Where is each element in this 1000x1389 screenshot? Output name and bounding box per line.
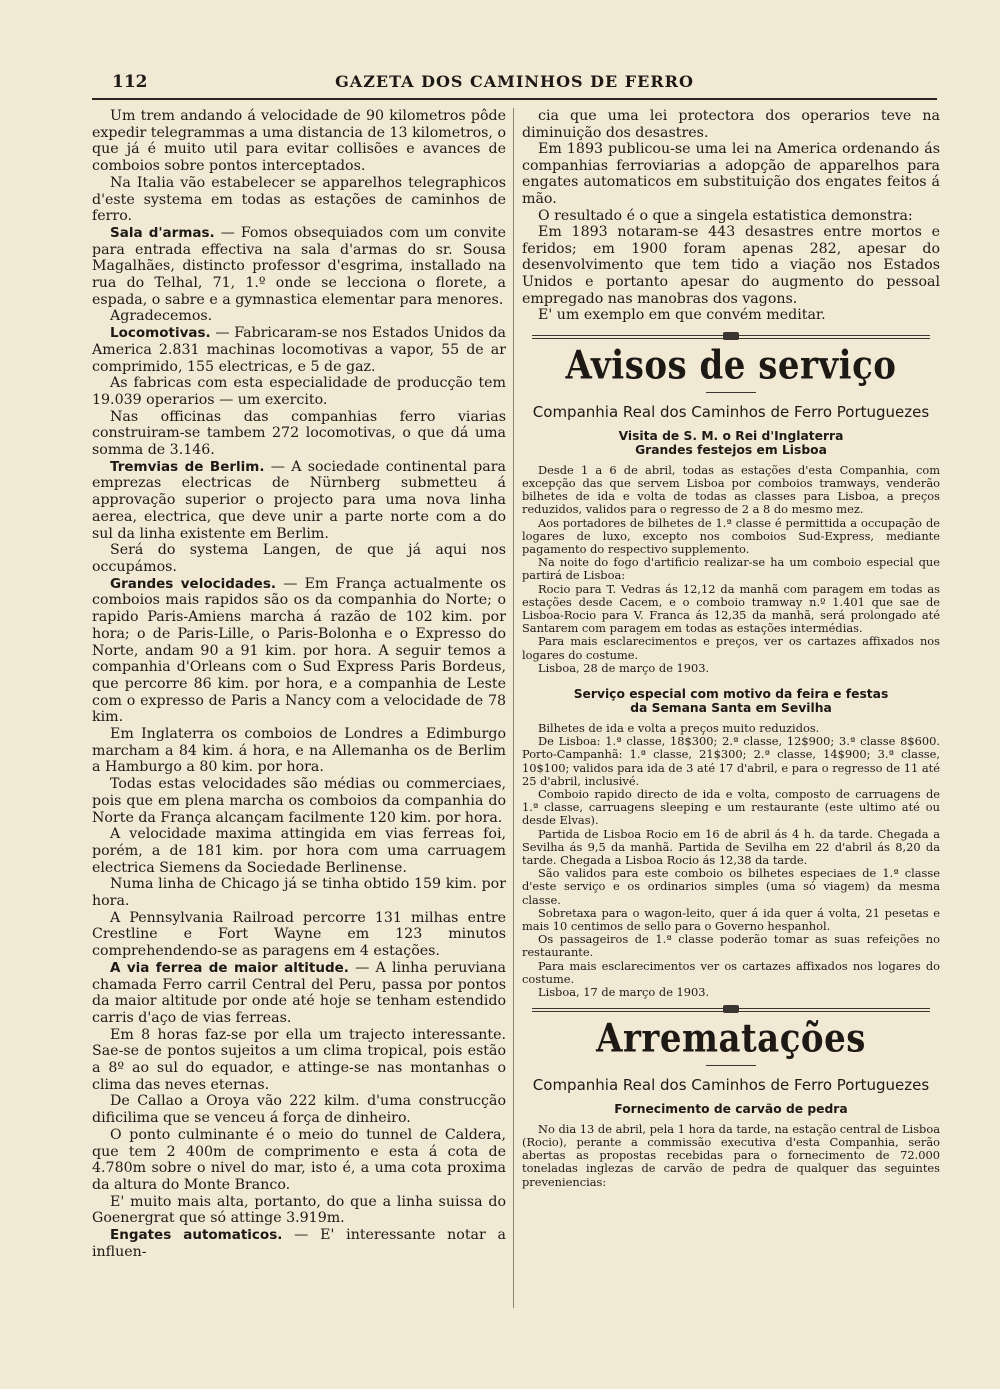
notice-body (522, 722, 940, 999)
paragraph (92, 1127, 506, 1194)
paragraph-text: Nas officinas das companhias ferro viarias construiram-se tambem 272 locomotivas, o que dá uma somma de 3.146. (92, 408, 506, 459)
paragraph (92, 960, 506, 1027)
paragraph-text: Numa linha de Chicago já se tinha obtido 159 kim. por hora. (92, 876, 506, 910)
paragraph: São validos para este comboio os bilhetes especiaes de 1.ª classe d'este serviço e os ordinarios simples (uma só viagem) da mesma classe. (522, 866, 940, 907)
notice-heading-line: Grandes festejos em Lisboa (635, 443, 827, 458)
paragraph: Para mais esclarecimentos ver os cartazes affixados nos logares do costume. (522, 958, 940, 986)
paragraph-text: — A sociedade continental para emprezas electricas de Nürnberg submetteu á approvação superior o projecto para uma nova linha aerea, electrica, que deve unir a parte norte com a do sul da linha existente em Berlim. (92, 458, 506, 542)
ornament-rule (532, 332, 930, 342)
paragraph-text: Um trem andando á velocidade de 90 kilometros pôde expedir telegrammas a uma distancia de 13 kilometros, o que já é muito util para evitar collisões e avances de comboios sobre pontos interceptados. (92, 108, 506, 175)
page-number: 112 (112, 72, 148, 92)
paragraph-text: E' muito mais alta, portanto, do que a linha suissa do Goenergrat que só attinge 3.919m. (92, 1193, 506, 1227)
short-rule (706, 1065, 756, 1066)
paragraph-text: O ponto culminante é o meio do tunnel de Caldera, que tem 2 400m de comprimento e esta á cota de 4.780m sobre o nivel do mar, isto é, a uma cota proxima da altura do Monte Branco. (92, 1126, 506, 1193)
paragraph: O resultado é o que a singela estatistica demonstra: (538, 207, 913, 224)
page-header (92, 72, 937, 100)
paragraph (92, 459, 506, 543)
paragraph: Na noite do fogo d'artificio realizar-se ha um comboio especial que partirá de Lisboa: (522, 555, 940, 583)
paragraph-text: A Pennsylvania Railroad percorre 131 milhas entre Crestline e Fort Wayne em 123 minutos comprehendendo-se as paragens em 4 estações. (92, 909, 506, 960)
paragraph-text: — Em França actualmente os comboios mais rapidos são os da companhia do Norte; o rapido Paris-Amiens marcha á razão de 102 kim. por hora; o de Paris-Lille, o Paris-Bolonha e o Expresso do Norte, andam 90 a 91 kim. por hora. A seguir temos a companhia d'Orleans com o Sud Express Paris Bordeus, que percorre 86 kim. por hora, e a companhia de Leste com o expresso de Paris a Nancy com a velocidade de 78 kim. (92, 575, 506, 726)
paragraph-text: — E' interessante notar a influen- (92, 1227, 506, 1260)
paragraph: cia que uma lei protectora dos operarios teve na diminuição dos desastres. (522, 108, 940, 141)
paragraph (92, 576, 506, 726)
paragraph-text: — A linha peruviana chamada Ferro carril Central del Peru, passa por pontos da maior altitude por onde até hoje se tenham estendido carris d'aço de vias ferreas. (92, 959, 506, 1026)
company-name: Companhia Real dos Caminhos de Ferro Portuguezes (532, 1076, 930, 1095)
notice-heading-line: Serviço especial com motivo da feira e festas (573, 686, 889, 701)
paragraph: Partida de Lisboa Rocio em 16 de abril ás 4 h. da tarde. Chegada a Sevilha ás 9,5 da manhã. Partida de Sevilha em 22 d'abril ás 8,20 da tarde. Chegada a Lisboa Rocio ás 12,38 da tarde. (522, 826, 940, 867)
paragraph: Os passageiros de 1.ª classe poderão tomar as suas refeições no restaurante. (522, 932, 940, 960)
paragraph-text: De Callao a Oroya vão 222 kilm. d'uma construcção dificilima que se venceu á força de dinheiro. (92, 1093, 506, 1127)
ornament-rule (532, 1005, 930, 1015)
paragraph-lead: Locomotivas. (110, 325, 211, 342)
company-name: Companhia Real dos Caminhos de Ferro Portuguezes (532, 402, 930, 421)
paragraph (92, 1093, 506, 1126)
paragraph-text: Será do systema Langen, de que já aqui nos occupámos. (92, 542, 506, 575)
paragraph (92, 375, 506, 408)
paragraph (92, 175, 506, 225)
paragraph (92, 826, 506, 876)
paragraph: De Lisboa: 1.ª classe, 18$300; 2.ª classe, 12$900; 3.ª classe 8$600. Porto-Campanhã: 1.ª classe, 21$300; 2.ª classe, 14$900; 3.ª classe, 10$100; validos para ida de 3 até 17 d'abril, e para o regresso de 11 até 25 d'abril, inclusivé. (522, 734, 940, 788)
paragraph (92, 108, 506, 175)
paragraph: Bilhetes de ida e volta a preços muito reduzidos. (538, 720, 820, 735)
notice-heading-line: Visita de S. M. o Rei d'Inglaterra (618, 428, 844, 443)
notice-heading (522, 429, 940, 458)
paragraph: Aos portadores de bilhetes de 1.ª classe é permittida a occupação de logares de luxo, excepto nos comboios Sud-Express, mediante pagamento do respectivo supplemento. (522, 515, 940, 556)
paragraph (92, 1027, 506, 1094)
short-rule (706, 392, 756, 393)
paragraph-text: Em Inglaterra os comboios de Londres a Edimburgo marcham a 84 kim. á hora, e na Allemanha os de Berlim a Hamburgo a 80 kim. por hora. (92, 726, 506, 776)
paragraph (92, 308, 506, 325)
journal-title: GAZETA DOS CAMINHOS DE FERRO (335, 72, 694, 91)
paragraph: Lisboa, 17 de março de 1903. (538, 985, 710, 1000)
paragraph (92, 409, 506, 459)
paragraph: Em 1893 publicou-se uma lei na America ordenando ás companhias ferroviarias a adopção de apparelhos para engates automaticos em substituição dos engates feitos á mão. (522, 141, 940, 207)
notice-body (522, 1123, 940, 1189)
paragraph (92, 225, 506, 309)
paragraph: Desde 1 a 6 de abril, todas as estações d'esta Companhia, com excepção das que servem Lisboa por comboios tramways, venderão bilhetes de ida e volta de todas as classes para Lisboa, a preços reduzidos, validos para o regresso de 2 a 8 do mesmo mez. (522, 462, 940, 517)
notice-heading-line: da Semana Santa em Sevilha (630, 701, 832, 716)
paragraph-text: — Fomos obsequiados com um convite para entrada effectiva na sala d'armas do sr. Sousa Magalhães, distincto professor d'esgrima, installado na rua do Telhal, 71, 1.º onde se lecciona o florete, a espada, o sabre e a gymnastica elementar para menores. (92, 224, 506, 308)
paragraph-text: Na Italia vão estabelecer se apparelhos telegraphicos d'este systema em todas as estações de caminhos de ferro. (92, 174, 506, 225)
paragraph (92, 325, 506, 375)
paragraph-text: Agradecemos. (110, 308, 213, 325)
notice-heading: Fornecimento de carvão de pedra (614, 1102, 848, 1117)
paragraph-text: A velocidade maxima attingida em vias ferreas foi, porém, a de 181 kim. por hora com uma carruagem electrica Siemens da Sociedade Berlinense. (92, 826, 506, 876)
paragraph-text: As fabricas com esta especialidade de producção tem 19.039 operarios — um exercito. (92, 375, 506, 408)
paragraph (92, 1227, 506, 1260)
paragraph: E' um exemplo em que convém meditar. (538, 307, 826, 324)
paragraph (92, 910, 506, 960)
paragraph-text: Todas estas velocidades são médias ou commerciaes, pois que em plena marcha os comboios da companhia do Norte da França alcançam facilmente 120 kim. por hora. (92, 776, 506, 826)
paragraph: No dia 13 de abril, pela 1 hora da tarde, na estação central de Lisboa (Rocio), perante a commissão executiva d'esta Companhia, serão abertas as propostas recebidas para o fornecimento de 72.000 toneladas inglezas de carvão de pedra de qualquer das seguintes preveniencias: (522, 1121, 940, 1189)
paragraph (92, 776, 506, 826)
paragraph-lead: A via ferrea de maior altitude. (110, 959, 349, 976)
paragraph-text: — Fabricaram-se nos Estados Unidos da America 2.831 machinas locomotivas a vapor, 55 de ar comprimido, 155 electricas, e 5 de gaz. (92, 325, 506, 375)
paragraph (92, 542, 506, 575)
paragraph-lead: Grandes velocidades. (110, 575, 276, 592)
paragraph (92, 726, 506, 776)
article-continuation (522, 108, 940, 324)
column-divider (513, 108, 514, 1308)
paragraph-lead: Tremvias de Berlim. (110, 458, 265, 475)
paragraph: Rocio para T. Vedras ás 12,12 da manhã com paragem em todas as estações desde Cacem, e o comboio tramway n.º 1.401 que sae de Lisboa-Rocio para V. Franca ás 12,35 da manhã, será prolongado até Santarem com paragem em todas as estações intermédias. (522, 581, 940, 636)
paragraph-lead: Sala d'armas. (110, 224, 215, 241)
paragraph-text: Em 8 horas faz-se por ella um trajecto interessante. Sae-se de pontos sujeitos a um clima tropical, pois estão a 8º ao sul do equador, e attinge-se nas montanhas o clima das neves eternas. (92, 1026, 506, 1093)
paragraph: Para mais esclarecimentos e preços, ver os cartazes affixados nos logares do costume. (522, 634, 940, 662)
paragraph: Lisboa, 28 de março de 1903. (538, 660, 710, 675)
paragraph: Comboio rapido directo de ida e volta, composto de carruagens de 1.ª classe, carruagens sleeping e um restaurante (este ultimo até ou desde Elvas). (522, 786, 940, 828)
paragraph (92, 876, 506, 909)
right-column (522, 108, 940, 1318)
paragraph-lead: Engates automaticos. (110, 1227, 283, 1244)
left-column (92, 108, 506, 1318)
notice-heading (522, 687, 940, 716)
paragraph: Sobretaxa para o wagon-leito, quer á ida quer á volta, 21 pesetas e mais 10 centimos de sello para o Governo hespanhol. (522, 905, 940, 934)
notice-body (522, 464, 940, 675)
section-title-avisos: Avisos de serviço (565, 342, 897, 389)
section-title-arrematacoes: Arrematações (596, 1016, 866, 1063)
paragraph (92, 1194, 506, 1227)
paragraph: Em 1893 notaram-se 443 desastres entre mortos e feridos; em 1900 foram apenas 282, apesar do desenvolvimento que tem tido a viação nos Estados Unidos e portanto apesar do augmento do pessoal empregado nas manobras dos vagons. (522, 224, 940, 307)
